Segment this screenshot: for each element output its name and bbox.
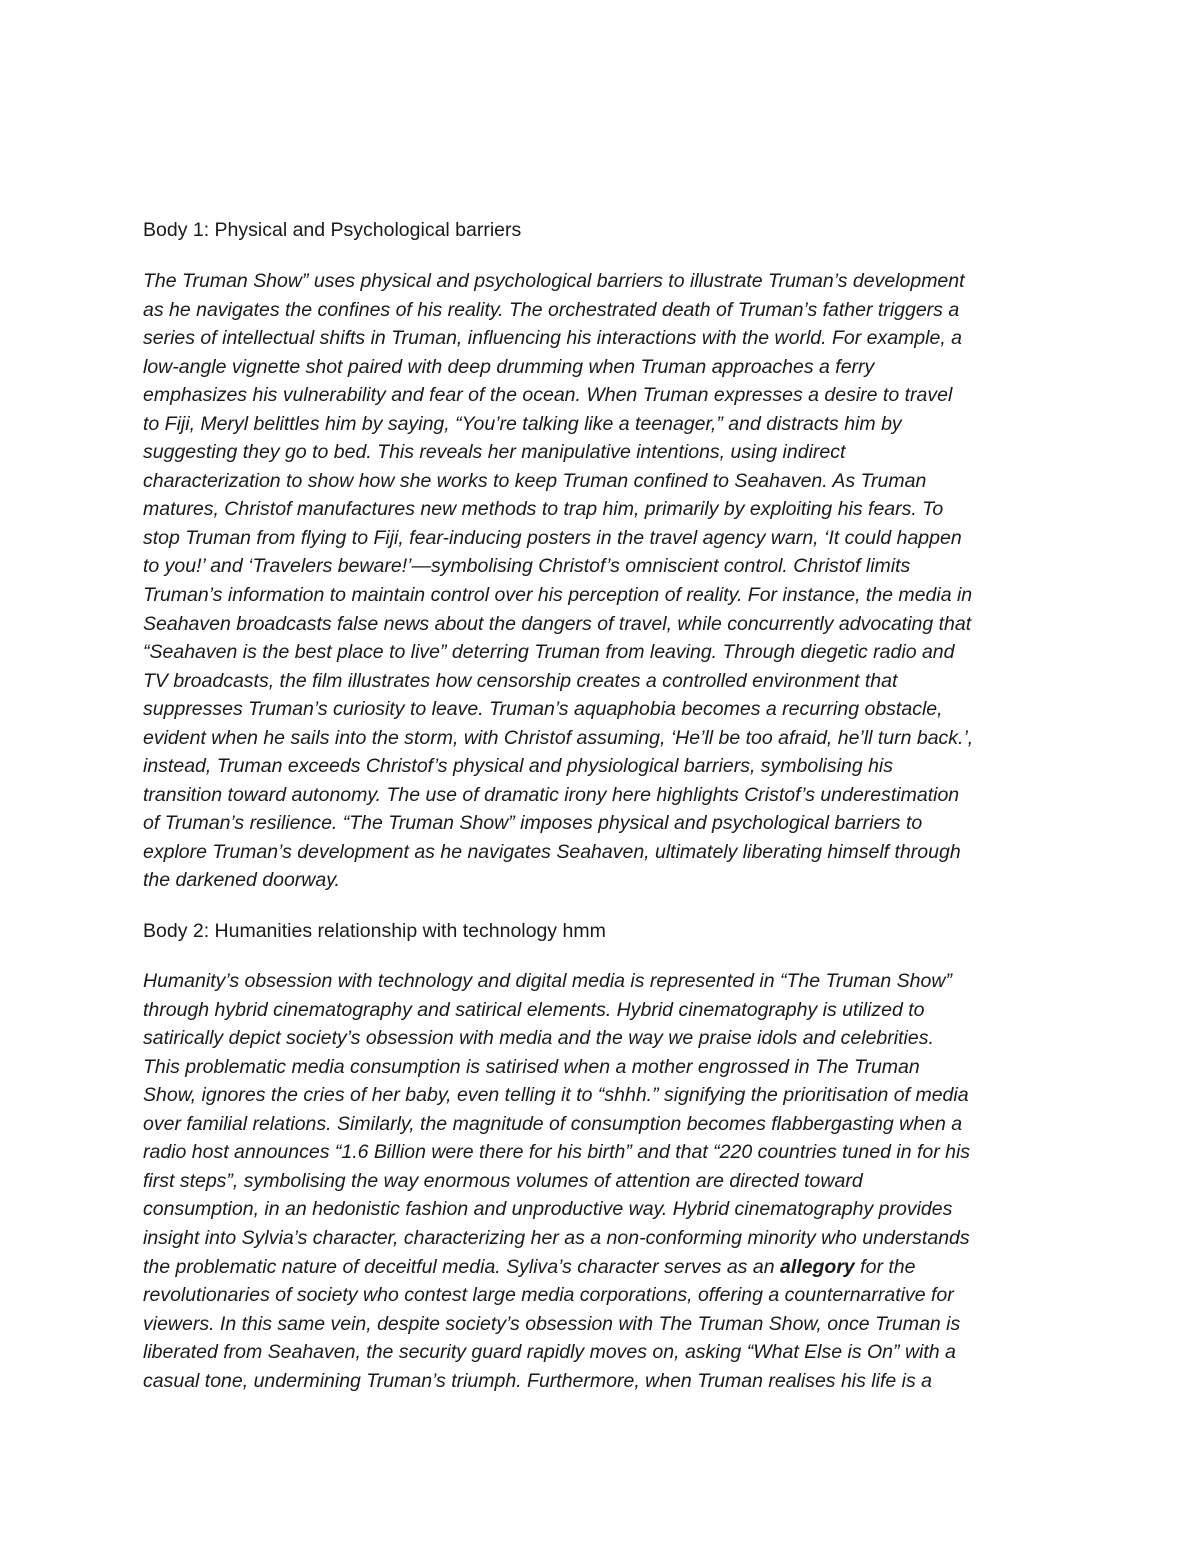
text-line: TV broadcasts, the film illustrates how censorship creates a controlled environment that xyxy=(143,669,898,692)
text-line: emphasizes his vulnerability and fear of the ocean. When Truman expresses a desire to travel xyxy=(143,384,953,407)
text-line: series of intellectual shifts in Truman, influencing his interactions with the world. For example, a xyxy=(143,327,963,350)
text-line: liberated from Seahaven, the security guard rapidly moves on, asking “What Else is On” with a xyxy=(143,1341,956,1364)
text-line: over familial relations. Similarly, the magnitude of consumption becomes flabbergasting when a xyxy=(143,1112,963,1135)
text-line: as he navigates the confines of his reality. The orchestrated death of Truman’s father triggers a xyxy=(143,298,960,321)
text-line: radio host announces “1.6 Billion were there for his birth” and that “220 countries tuned in for his xyxy=(143,1141,971,1164)
text-line: “Seahaven is the best place to live” deterring Truman from leaving. Through diegetic radio and xyxy=(143,641,955,664)
text-line: consumption, in an hedonistic fashion and unproductive way. Hybrid cinematography provides xyxy=(143,1198,953,1221)
text-line: Truman’s information to maintain control over his perception of reality. For instance, the media in xyxy=(143,584,973,607)
text-line: of Truman’s resilience. “The Truman Show” imposes physical and psychological barriers to xyxy=(143,812,923,835)
text-line: the darkened doorway. xyxy=(143,869,340,892)
text-line: revolutionaries of society who contest large media corporations, offering a counternarrative for xyxy=(143,1284,954,1307)
text-line: suggesting they go to bed. This reveals her manipulative intentions, using indirect xyxy=(143,441,846,464)
text-line: explore Truman’s development as he navigates Seahaven, ultimately liberating himself through xyxy=(143,840,961,863)
text-line: to Fiji, Meryl belittles him by saying, “You’re talking like a teenager,” and distracts him by xyxy=(143,412,902,435)
text-line: first steps”, symbolising the way enormous volumes of attention are directed toward xyxy=(143,1169,863,1192)
text-line: This problematic media consumption is satirised when a mother engrossed in The Truman xyxy=(143,1055,920,1078)
text-line: suppresses Truman’s curiosity to leave. Truman’s aquaphobia becomes a recurring obstacle, xyxy=(143,698,943,721)
text-line: through hybrid cinematography and satirical elements. Hybrid cinematography is utilized to xyxy=(143,998,925,1021)
body-2-paragraph xyxy=(143,967,1073,1395)
text-line: matures, Christof manufactures new methods to trap him, primarily by exploiting his fears. To xyxy=(143,498,944,521)
text-segment: for the xyxy=(854,1255,916,1278)
text-line: satirically depict society’s obsession with media and the way we praise idols and celebrities. xyxy=(143,1027,934,1050)
body-1-heading: Body 1: Physical and Psychological barriers xyxy=(143,219,522,241)
text-line: Show, ignores the cries of her baby, even telling it to “shhh.” signifying the prioritisation of media xyxy=(143,1084,969,1107)
text-line-with-emphasis xyxy=(143,1253,1073,1282)
body-2-heading: Body 2: Humanities relationship with technology hmm xyxy=(143,920,606,943)
text-line: stop Truman from flying to Fiji, fear-inducing posters in the travel agency warn, ‘It could happen xyxy=(143,526,962,549)
document-page xyxy=(143,216,1073,1395)
body-1-paragraph xyxy=(143,267,1073,895)
text-line: instead, Truman exceeds Christof’s physical and physiological barriers, symbolising his xyxy=(143,755,894,778)
text-line: Seahaven broadcasts false news about the dangers of travel, while concurrently advocating that xyxy=(143,612,972,635)
text-line: viewers. In this same vein, despite society’s obsession with The Truman Show, once Truman is xyxy=(143,1312,961,1335)
text-line: The Truman Show” uses physical and psychological barriers to illustrate Truman’s development xyxy=(143,270,965,292)
emphasis-word: allegory xyxy=(779,1255,855,1278)
text-line: transition toward autonomy. The use of dramatic irony here highlights Cristof’s underestimation xyxy=(143,783,960,806)
text-line: insight into Sylvia’s character, characterizing her as a non-conforming minority who understands xyxy=(143,1226,970,1249)
text-segment: the problematic nature of deceitful media. Syliva’s character serves as an xyxy=(143,1255,780,1278)
text-line: low-angle vignette shot paired with deep drumming when Truman approaches a ferry xyxy=(143,355,875,378)
text-line: casual tone, undermining Truman’s triumph. Furthermore, when Truman realises his life is a xyxy=(143,1369,932,1392)
text-line: evident when he sails into the storm, with Christof assuming, ‘He’ll be too afraid, he’ll turn back.’, xyxy=(143,726,974,749)
text-line: characterization to show how she works to keep Truman confined to Seahaven. As Truman xyxy=(143,469,927,492)
text-line: to you!’ and ‘Travelers beware!’—symbolising Christof’s omniscient control. Christof limits xyxy=(143,555,911,578)
text-line: Humanity’s obsession with technology and digital media is represented in “The Truman Show” xyxy=(143,970,952,993)
